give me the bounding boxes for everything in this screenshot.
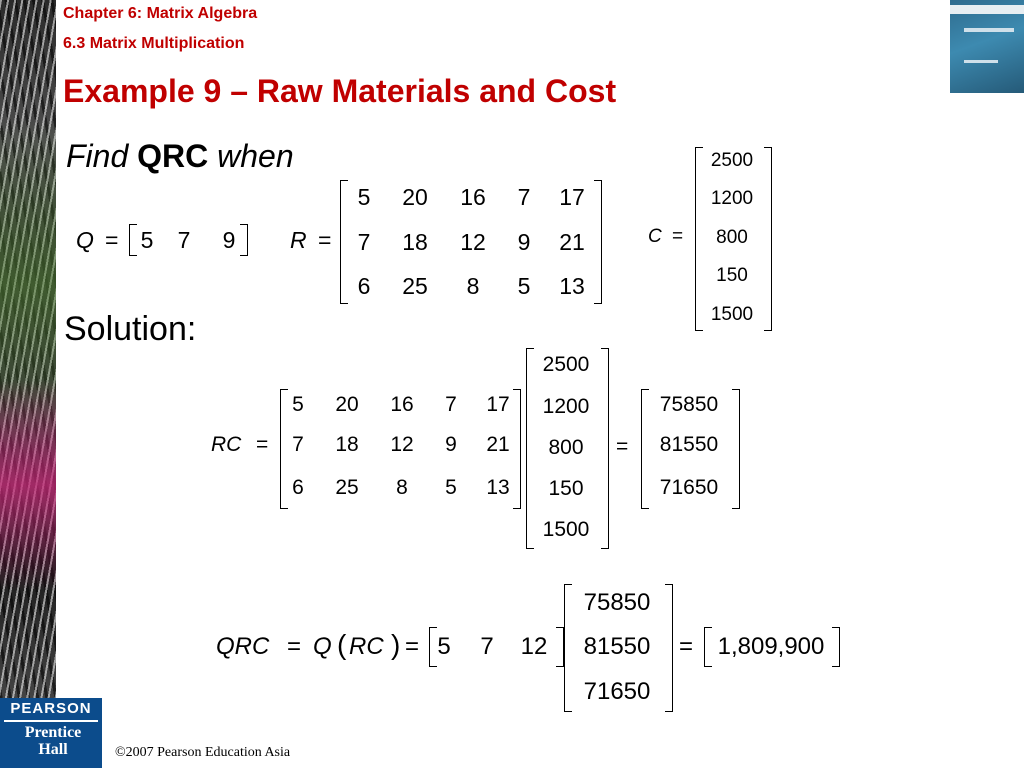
rc-label: RC (211, 433, 242, 456)
r-cell: 5 (445, 476, 457, 499)
r-cell: 12 (390, 433, 414, 456)
logo-text (16, 724, 90, 758)
r-cell: 17 (559, 184, 585, 210)
section-title: 6.3 Matrix Multiplication (63, 35, 245, 52)
r-cell: 12 (460, 229, 486, 255)
copyright-notice: ©2007 Pearson Education Asia (115, 745, 291, 760)
r-cell: 7 (357, 229, 371, 255)
r-cell: 6 (357, 273, 371, 299)
qrc-label: QRC (216, 633, 270, 660)
example-title: Example 9 – Raw Materials and Cost (63, 73, 617, 109)
c-cell: 1200 (542, 395, 590, 418)
book-cover-image (950, 0, 1024, 93)
rc-result-cell: 81550 (659, 433, 719, 456)
q-label: Q (76, 227, 94, 253)
equals-sign: = (318, 227, 332, 253)
right-bracket (240, 224, 248, 256)
equals-sign: = (405, 633, 420, 660)
r-cell: 17 (486, 393, 510, 416)
right-bracket (594, 180, 602, 304)
rc-result-cell: 81550 (583, 633, 651, 660)
right-bracket (556, 627, 564, 667)
r-cell: 20 (335, 393, 359, 416)
equals-sign: = (287, 633, 302, 660)
r-cell: 8 (466, 273, 480, 299)
right-bracket (832, 627, 840, 667)
r-cell: 16 (460, 184, 486, 210)
equals-sign: = (256, 433, 269, 456)
left-paren: ( (337, 629, 347, 660)
logo-word: PEARSON (10, 700, 92, 717)
q-row-cell: 7 (480, 633, 494, 660)
rc-symbol: RC (349, 633, 384, 660)
decorative-side-strip (0, 0, 56, 700)
r-label: R (290, 227, 307, 253)
c-cell: 2500 (542, 353, 590, 376)
r-cell: 13 (559, 273, 585, 299)
pearson-prentice-hall-logo (0, 698, 102, 768)
find-target: QRC (137, 138, 209, 174)
find-statement (66, 138, 294, 175)
c-cell: 800 (716, 227, 748, 248)
r-cell: 7 (517, 184, 531, 210)
r-cell: 20 (402, 184, 428, 210)
c-cell: 150 (548, 477, 584, 500)
final-result: 1,809,900 (717, 633, 825, 660)
r-cell: 5 (357, 184, 371, 210)
r-cell: 6 (292, 476, 304, 499)
right-bracket (513, 389, 521, 509)
c-cell: 1200 (710, 188, 754, 209)
logo-line-1: Prentice (24, 724, 82, 741)
q-cell: 5 (140, 227, 154, 253)
c-label: C (648, 226, 662, 247)
rc-result-cell: 71650 (583, 678, 651, 705)
r-cell: 7 (292, 433, 304, 456)
left-bracket (340, 180, 348, 304)
r-cell: 9 (445, 433, 457, 456)
r-cell: 25 (402, 273, 428, 299)
find-prefix: Find (66, 138, 129, 174)
r-cell: 5 (517, 273, 531, 299)
equals-sign: = (672, 226, 684, 247)
r-cell: 25 (335, 476, 359, 499)
equals-sign: = (105, 227, 119, 253)
c-cell: 1500 (542, 518, 590, 541)
c-cell: 2500 (710, 150, 754, 171)
right-bracket (764, 147, 772, 331)
q-cell: 7 (177, 227, 191, 253)
r-cell: 18 (402, 229, 428, 255)
q-symbol: Q (313, 633, 332, 660)
r-cell: 21 (559, 229, 585, 255)
q-row-cell: 5 (437, 633, 451, 660)
equals-sign: = (616, 435, 629, 458)
r-cell: 5 (292, 393, 304, 416)
logo-line-2: Hall (38, 741, 68, 758)
chapter-title: Chapter 6: Matrix Algebra (63, 5, 258, 22)
r-cell: 13 (486, 476, 510, 499)
right-bracket (732, 389, 740, 509)
left-bracket (280, 389, 288, 509)
find-suffix: when (217, 138, 294, 174)
right-bracket (665, 584, 673, 712)
rc-result-cell: 71650 (659, 476, 719, 499)
right-paren: ) (391, 629, 401, 660)
left-bracket (129, 224, 137, 256)
c-cell: 800 (548, 436, 584, 459)
c-cell: 150 (716, 265, 748, 286)
c-cell: 1500 (710, 304, 754, 325)
r-cell: 7 (445, 393, 457, 416)
r-cell: 16 (390, 393, 414, 416)
logo-divider (4, 720, 98, 722)
r-cell: 8 (396, 476, 408, 499)
solution-label: Solution: (64, 310, 197, 348)
rc-result-cell: 75850 (583, 589, 651, 616)
q-cell: 9 (222, 227, 236, 253)
right-bracket (601, 348, 609, 549)
r-cell: 21 (486, 433, 510, 456)
r-cell: 9 (517, 229, 531, 255)
r-cell: 18 (335, 433, 359, 456)
equals-sign: = (679, 633, 694, 660)
q-row-cell: 12 (520, 633, 548, 660)
rc-result-cell: 75850 (659, 393, 719, 416)
